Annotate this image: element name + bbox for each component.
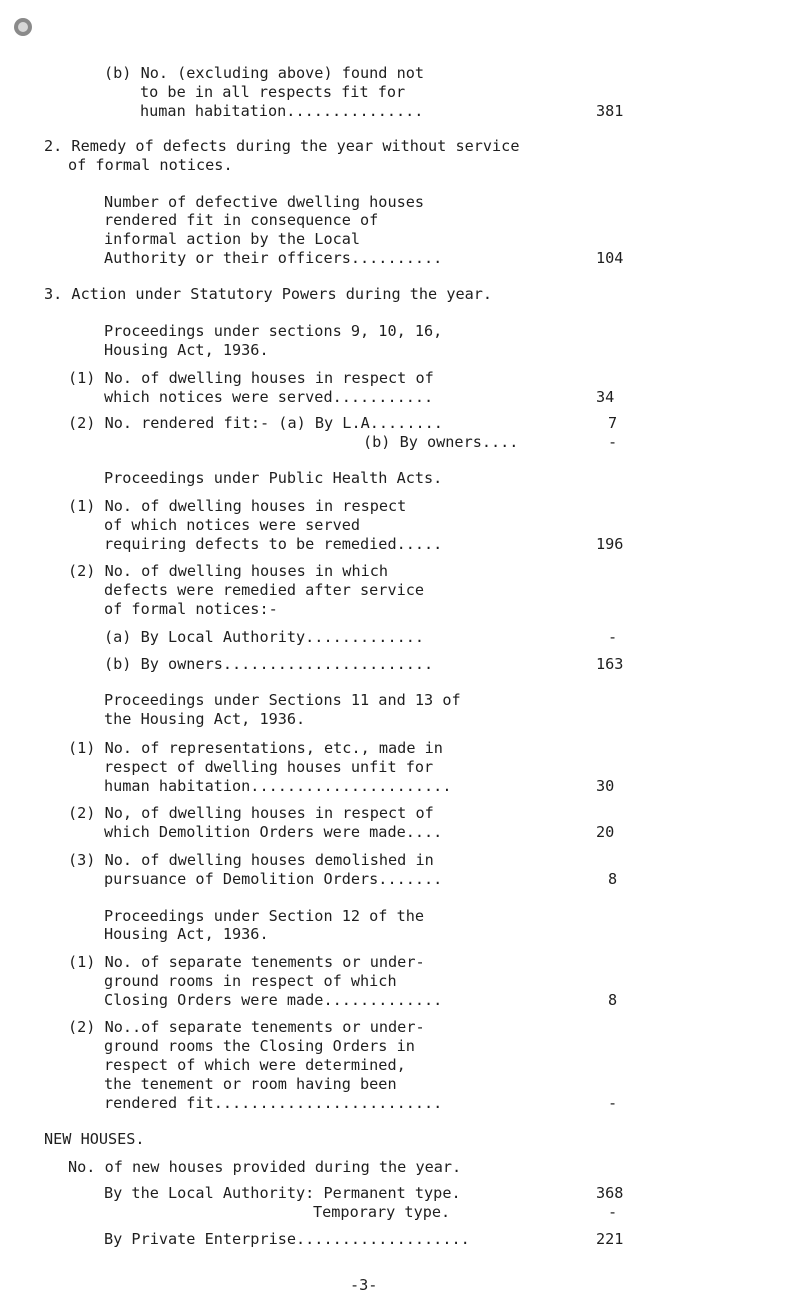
- text-line: human habitation...............: [140, 102, 424, 120]
- text-line: ground rooms the Closing Orders in: [104, 1037, 415, 1055]
- text-line: of which notices were served: [104, 516, 361, 534]
- value: -: [608, 433, 618, 451]
- text-line: of formal notices.: [68, 156, 233, 174]
- value: 368: [596, 1184, 624, 1202]
- text-line: No. of new houses provided during the year.: [68, 1158, 462, 1176]
- value: 20: [596, 823, 615, 841]
- text-line: (2) No..of separate tenements or under-: [68, 1018, 425, 1036]
- text-line: Proceedings under Section 12 of the: [104, 907, 425, 925]
- text-line: rendered fit.........................: [104, 1094, 443, 1112]
- text-line: informal action by the Local: [104, 230, 361, 248]
- text-line: Housing Act, 1936.: [104, 341, 269, 359]
- page-number: -3-: [350, 1276, 378, 1294]
- text-line: (b) No. (excluding above) found not: [104, 64, 425, 82]
- text-line: which notices were served...........: [104, 388, 434, 406]
- text-line: Proceedings under Public Health Acts.: [104, 469, 443, 487]
- text-line: (1) No. of dwelling houses in respect: [68, 497, 407, 515]
- text-line: (2) No, of dwelling houses in respect of: [68, 804, 434, 822]
- text-line: (1) No. of dwelling houses in respect of: [68, 369, 434, 387]
- value: -: [608, 1203, 618, 1221]
- text-line: Proceedings under Sections 11 and 13 of: [104, 691, 461, 709]
- text-line: By the Local Authority: Permanent type.: [104, 1184, 461, 1202]
- text-line: respect of which were determined,: [104, 1056, 406, 1074]
- value: 30: [596, 777, 615, 795]
- text-line: By Private Enterprise...................: [104, 1230, 470, 1248]
- text-line: pursuance of Demolition Orders.......: [104, 870, 443, 888]
- text-line: Closing Orders were made.............: [104, 991, 443, 1009]
- text-line: human habitation......................: [104, 777, 452, 795]
- text-line: (2) No. of dwelling houses in which: [68, 562, 389, 580]
- text-line: Authority or their officers..........: [104, 249, 443, 267]
- text-line: Temporary type.: [313, 1203, 451, 1221]
- text-line: rendered fit in consequence of: [104, 211, 379, 229]
- library-stamp-icon: [12, 16, 34, 38]
- text-line: which Demolition Orders were made....: [104, 823, 443, 841]
- text-line: (1) No. of representations, etc., made in: [68, 739, 443, 757]
- text-line: the Housing Act, 1936.: [104, 710, 306, 728]
- value: 34: [596, 388, 615, 406]
- text-line: (1) No. of separate tenements or under-: [68, 953, 425, 971]
- value: 104: [596, 249, 624, 267]
- section-heading: 2. Remedy of defects during the year without service: [44, 137, 520, 155]
- value: 221: [596, 1230, 624, 1248]
- text-line: respect of dwelling houses unfit for: [104, 758, 434, 776]
- text-line: ground rooms in respect of which: [104, 972, 397, 990]
- value: 196: [596, 535, 624, 553]
- text-line: requiring defects to be remedied.....: [104, 535, 443, 553]
- text-line: defects were remedied after service: [104, 581, 425, 599]
- text-line: of formal notices:-: [104, 600, 278, 618]
- text-line: (3) No. of dwelling houses demolished in: [68, 851, 434, 869]
- value: 8: [608, 870, 618, 888]
- text-line: (b) By owners....: [363, 433, 519, 451]
- text-line: (a) By Local Authority.............: [104, 628, 425, 646]
- value: 7: [608, 414, 618, 432]
- value: 8: [608, 991, 618, 1009]
- text-line: Housing Act, 1936.: [104, 925, 269, 943]
- value: 381: [596, 102, 624, 120]
- value: -: [608, 1094, 618, 1112]
- text-line: Proceedings under sections 9, 10, 16,: [104, 322, 443, 340]
- value: 163: [596, 655, 624, 673]
- text-line: Number of defective dwelling houses: [104, 193, 425, 211]
- section-heading: NEW HOUSES.: [44, 1130, 145, 1148]
- text-line: (2) No. rendered fit:- (a) By L.A........: [68, 414, 443, 432]
- text-line: the tenement or room having been: [104, 1075, 397, 1093]
- text-line: (b) By owners.......................: [104, 655, 434, 673]
- text-line: to be in all respects fit for: [140, 83, 406, 101]
- value: -: [608, 628, 618, 646]
- section-heading: 3. Action under Statutory Powers during the year.: [44, 285, 493, 303]
